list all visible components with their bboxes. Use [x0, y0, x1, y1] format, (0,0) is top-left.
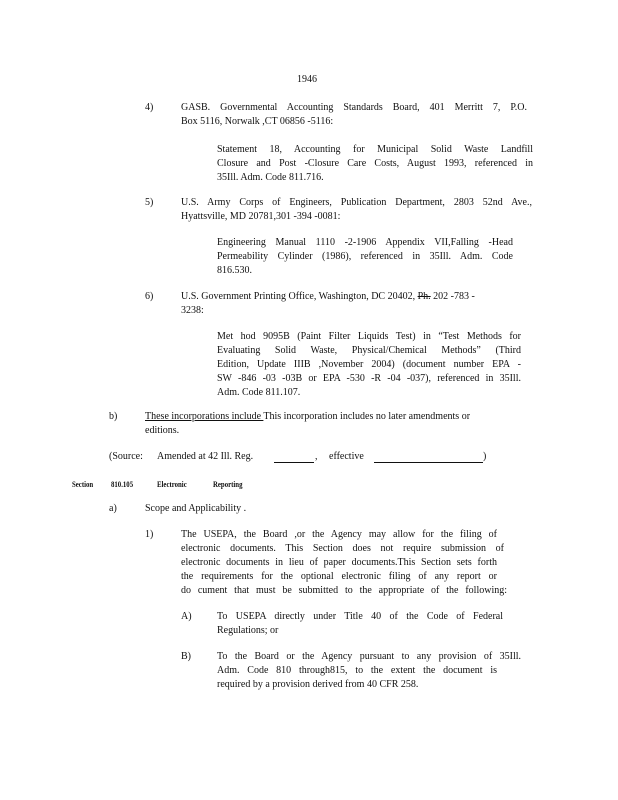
- item-number-6: 6): [145, 291, 154, 302]
- effective-date-blank-line: [374, 462, 483, 463]
- clause-B-number: B): [181, 651, 191, 662]
- item-5-line-2: Hyattsville, MD 20781,301 -394 -0081:: [181, 211, 341, 222]
- subsection-a-title: Scope and Applicability .: [145, 503, 247, 514]
- subsection-a-number: a): [109, 503, 117, 514]
- item-6-line-1: [181, 290, 475, 304]
- item-number-4: 4): [145, 102, 154, 113]
- item-number-5: 5): [145, 197, 154, 208]
- source-label: (Source:: [109, 451, 143, 462]
- subsection-b-underlined-text: These incorporations include: [145, 411, 264, 422]
- paragraph-1-number: 1): [145, 529, 154, 540]
- item-6-struck-text: Ph.: [417, 291, 431, 302]
- paragraph-1-line-2: electronic documents. This Section does not require submission of: [181, 543, 504, 554]
- subsection-b-text: This incorporation includes no later amendments or: [263, 411, 471, 422]
- item-4-citation-line-2: Closure and Post -Closure Care Costs, August 1993, referenced in: [217, 158, 533, 169]
- paragraph-1-line-5: do cument that must be submitted to the appropriate of the following:: [181, 585, 507, 596]
- item-5-line-1: U.S. Army Corps of Engineers, Publication Department, 2803 52nd Ave.,: [181, 197, 532, 208]
- paragraph-1-line-4: the requirements for the optional electronic filing of any report or: [181, 571, 497, 582]
- item-4-citation-line-1: Statement 18, Accounting for Municipal Solid Waste Landfill: [217, 144, 533, 155]
- subsection-b-line-2: editions.: [145, 425, 180, 436]
- item-6-line-2: 3238:: [181, 305, 204, 316]
- subsection-b-number: b): [109, 411, 118, 422]
- item-4-citation-line-3: 35Ill. Adm. Code 811.716.: [217, 172, 324, 183]
- paragraph-1-line-3: electronic documents in lieu of paper documents.This Section sets forth: [181, 557, 497, 568]
- item-5-citation-line-1: Engineering Manual 1110 -2-1906 Appendix VII,Falling -Head: [217, 237, 513, 248]
- item-6-citation-line-1: Met hod 9095B (Paint Filter Liquids Test) in “Test Methods for: [217, 331, 521, 342]
- source-effective-text: effective: [329, 451, 364, 462]
- section-title-word-1: Electronic: [157, 480, 187, 489]
- item-5-citation-line-3: 816.530.: [217, 265, 252, 276]
- item-6-line-1a: U.S. Government Printing Office, Washington, DC 20402,: [181, 291, 416, 302]
- item-5-citation-line-2: Permeability Cylinder (1986), referenced in 35Ill. Adm. Code: [217, 251, 513, 262]
- item-6-citation-line-5: Adm. Code 811.107.: [217, 387, 301, 398]
- source-comma: ,: [315, 451, 318, 462]
- clause-A-number: A): [181, 611, 192, 622]
- item-4-line-1: GASB. Governmental Accounting Standards Board, 401 Merritt 7, P.O.: [181, 102, 527, 113]
- clause-A-line-2: Regulations; or: [217, 625, 279, 636]
- clause-B-line-3: required by a provision derived from 40 CFR 258.: [217, 679, 419, 690]
- item-6-citation-line-4: SW -846 -03 -03B or EPA -530 -R -04 -037), referenced in 35Ill.: [217, 373, 521, 384]
- item-4-line-2: Box 5116, Norwalk ,CT 06856 -5116:: [181, 116, 334, 127]
- page-number: 1946: [297, 74, 317, 85]
- clause-B-line-2: Adm. Code 810 through815, to the extent the document is: [217, 665, 497, 676]
- item-6-citation-line-2: Evaluating Solid Waste, Physical/Chemical Methods” (Third: [217, 345, 521, 356]
- register-blank-line: [274, 462, 314, 463]
- section-label: Section: [72, 480, 94, 489]
- clause-A-line-1: To USEPA directly under Title 40 of the Code of Federal: [217, 611, 503, 622]
- clause-B-line-1: To the Board or the Agency pursuant to any provision of 35Ill.: [217, 651, 521, 662]
- item-6-line-1b: 202 -783 -: [430, 291, 475, 302]
- item-6-citation-line-3: Edition, Update IIIB ,November 2004) (document number EPA -: [217, 359, 521, 370]
- source-amended-text: Amended at 42 Ill. Reg.: [157, 451, 254, 462]
- source-close-paren: ): [483, 451, 487, 462]
- section-number: 810.105: [111, 480, 134, 489]
- paragraph-1-line-1: The USEPA, the Board ,or the Agency may allow for the filing of: [181, 529, 497, 540]
- subsection-b-line-1: [145, 410, 536, 424]
- section-title-word-2: Reporting: [213, 480, 243, 489]
